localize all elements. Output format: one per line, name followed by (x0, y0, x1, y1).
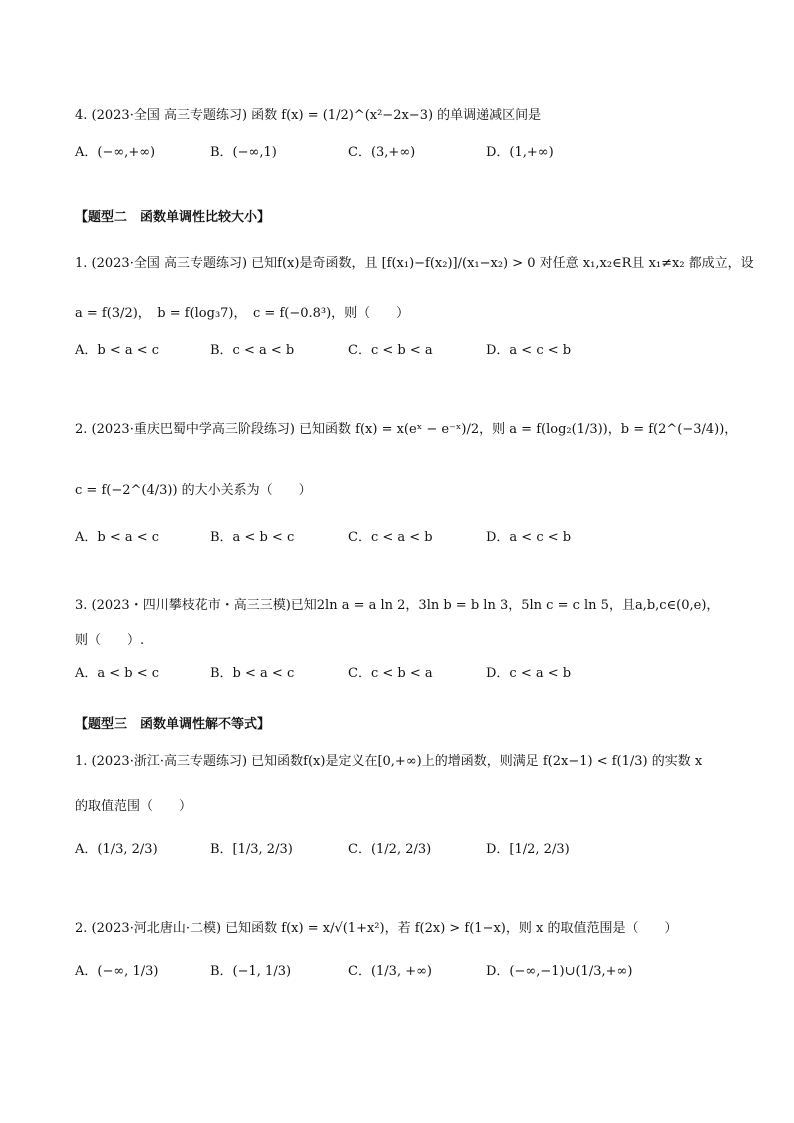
q4-option-c: C．(3,+∞) (348, 145, 416, 160)
s2q2-line2: c = f(−2^(4/3)) 的大小关系为（ ） (75, 483, 312, 498)
s3q1-line1: 1. (2023·浙江·高三专题练习) 已知函数f(x)是定义在[0,+∞)上的增函数，则满足 f(2x−1) < f(1/3) 的实数 x (75, 754, 703, 769)
s3q2-option-c: C．(1/3, +∞) (348, 964, 432, 979)
s3q1-option-a: A．(1/3, 2/3) (75, 842, 158, 857)
section3-title: 【题型三 函数单调性解不等式】 (75, 717, 271, 732)
s2q1-option-a: A．b < a < c (75, 343, 160, 358)
s2q1-option-b: B．c < a < b (210, 343, 295, 358)
s2q3-line2: 则（ ）. (75, 633, 145, 648)
q4-option-a: A．(−∞,+∞) (75, 145, 156, 160)
s3q2-option-a: A．(−∞, 1/3) (75, 964, 159, 979)
s2q3-option-d: D．c < a < b (486, 666, 572, 681)
s2q3-option-a: A．a < b < c (75, 666, 160, 681)
s2q1-option-d: D．a < c < b (486, 343, 572, 358)
q4-option-d: D．(1,+∞) (486, 145, 554, 160)
s2q1-line1: 1. (2023·全国 高三专题练习) 已知f(x)是奇函数，且 [f(x₁)−f(x₂)]/(x₁−x₂) > 0 对任意 x₁,x₂∈R且 x₁≠x₂ 都成立，设 (75, 256, 754, 271)
s2q2-option-d: D．a < c < b (486, 530, 572, 545)
q4-option-b: B．(−∞,1) (210, 145, 277, 160)
s3q2-option-b: B．(−1, 1/3) (210, 964, 292, 979)
s2q2-line1: 2. (2023·重庆巴蜀中学高三阶段练习) 已知函数 f(x) = x(eˣ − e⁻ˣ)/2，则 a = f(log₂(1/3))，b = f(2^(−3/4))， (75, 422, 738, 437)
s3q1-option-c: C．(1/2, 2/3) (348, 842, 432, 857)
s2q2-option-a: A．b < a < c (75, 530, 160, 545)
s2q1-line2: a = f(3/2)， b = f(log₃7)， c = f(−0.8³)，则（ ） (75, 306, 410, 321)
s2q2-option-b: B．a < b < c (210, 530, 295, 545)
s3q1-line2: 的取值范围（ ） (75, 799, 193, 814)
section2-title: 【题型二 函数单调性比较大小】 (75, 210, 271, 225)
s2q2-option-c: C．c < a < b (348, 530, 433, 545)
s2q3-option-c: C．c < b < a (348, 666, 433, 681)
s2q3-option-b: B．b < a < c (210, 666, 295, 681)
s2q1-option-c: C．c < b < a (348, 343, 433, 358)
q4-stem: 4. (2023·全国 高三专题练习) 函数 f(x) = (1/2)^(x²−2x−3) 的单调递减区间是 (75, 108, 542, 123)
s3q2-option-d: D．(−∞,−1)∪(1/3,+∞) (486, 964, 633, 979)
s3q2-line1: 2. (2023·河北唐山·二模) 已知函数 f(x) = x/√(1+x²)，若 f(2x) > f(1−x)，则 x 的取值范围是（ ） (75, 921, 678, 936)
s3q1-option-d: D．[1/2, 2/3) (486, 842, 570, 857)
s3q1-option-b: B．[1/3, 2/3) (210, 842, 293, 857)
s2q3-line1: 3. (2023・四川攀枝花市・高三三模)已知2ln a = a ln 2，3ln b = b ln 3，5ln c = c ln 5，且a,b,c∈(0,e)， (75, 598, 720, 613)
